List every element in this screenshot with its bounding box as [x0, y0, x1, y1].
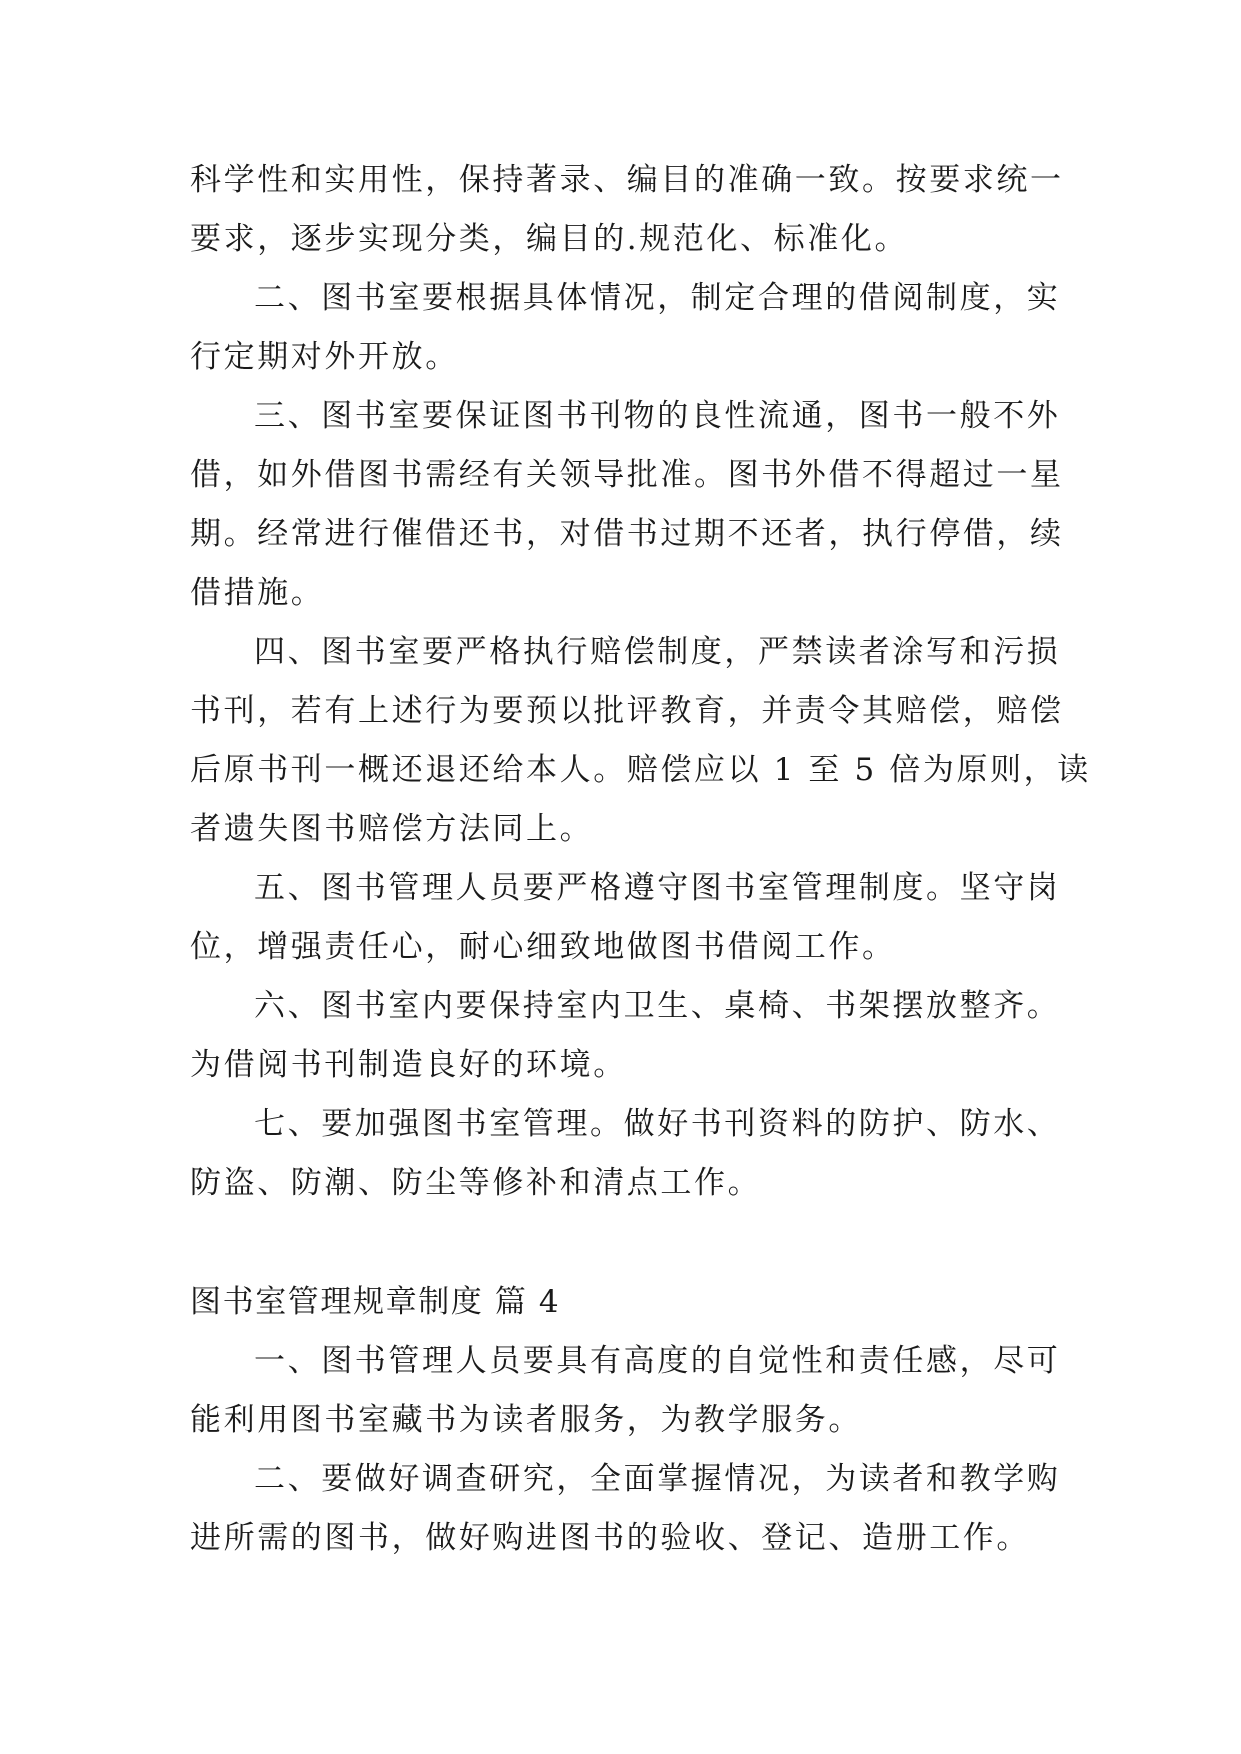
text-line: 借，如外借图书需经有关领导批准。图书外借不得超过一星: [190, 457, 1064, 493]
paragraph-6-start: 六、图书室内要保持室内卫生、桌椅、书架摆放整齐。: [254, 988, 1061, 1024]
paragraph-4-start: 四、图书室要严格执行赔偿制度，严禁读者涂写和污损: [254, 634, 1061, 670]
text-line: 借措施。: [190, 575, 325, 611]
text-line: 科学性和实用性，保持著录、编目的准确一致。按要求统一: [190, 162, 1064, 198]
paragraph-5-start: 五、图书管理人员要严格遵守图书室管理制度。坚守岗: [254, 870, 1061, 906]
text-line: 期。经常进行催借还书，对借书过期不还者，执行停借，续: [190, 516, 1064, 552]
section-spacer: [190, 1222, 1060, 1282]
text-line: 要求，逐步实现分类，编目的.规范化、标准化。: [190, 221, 909, 257]
document-body: [190, 160, 1091, 1577]
paragraph-1-start: 一、图书管理人员要具有高度的自觉性和责任感，尽可: [254, 1343, 1061, 1379]
text-line: 者遗失图书赔偿方法同上。: [190, 811, 594, 847]
text-line: 进所需的图书，做好购进图书的验收、登记、造册工作。: [190, 1520, 1030, 1556]
text-line: 位，增强责任心，耐心细致地做图书借阅工作。: [190, 929, 896, 965]
paragraph-2-start: 二、图书室要根据具体情况，制定合理的借阅制度，实: [254, 280, 1061, 316]
text-line: 行定期对外开放。: [190, 339, 459, 375]
paragraph-3-start: 三、图书室要保证图书刊物的良性流通，图书一般不外: [254, 398, 1061, 434]
text-line: 能利用图书室藏书为读者服务，为教学服务。: [190, 1402, 862, 1438]
text-line: 为借阅书刊制造良好的环境。: [190, 1047, 627, 1083]
text-line: 书刊，若有上述行为要预以批评教育，并责令其赔偿，赔偿: [190, 693, 1064, 729]
paragraph-2-start: 二、要做好调查研究，全面掌握情况，为读者和教学购: [254, 1461, 1061, 1497]
section-heading: 图书室管理规章制度 篇 4: [190, 1284, 561, 1320]
text-line: 后原书刊一概还退还给本人。赔偿应以 1 至 5 倍为原则，读: [190, 752, 1091, 788]
text-line: 防盗、防潮、防尘等修补和清点工作。: [190, 1165, 762, 1201]
paragraph-7-start: 七、要加强图书室管理。做好书刊资料的防护、防水、: [254, 1106, 1061, 1142]
